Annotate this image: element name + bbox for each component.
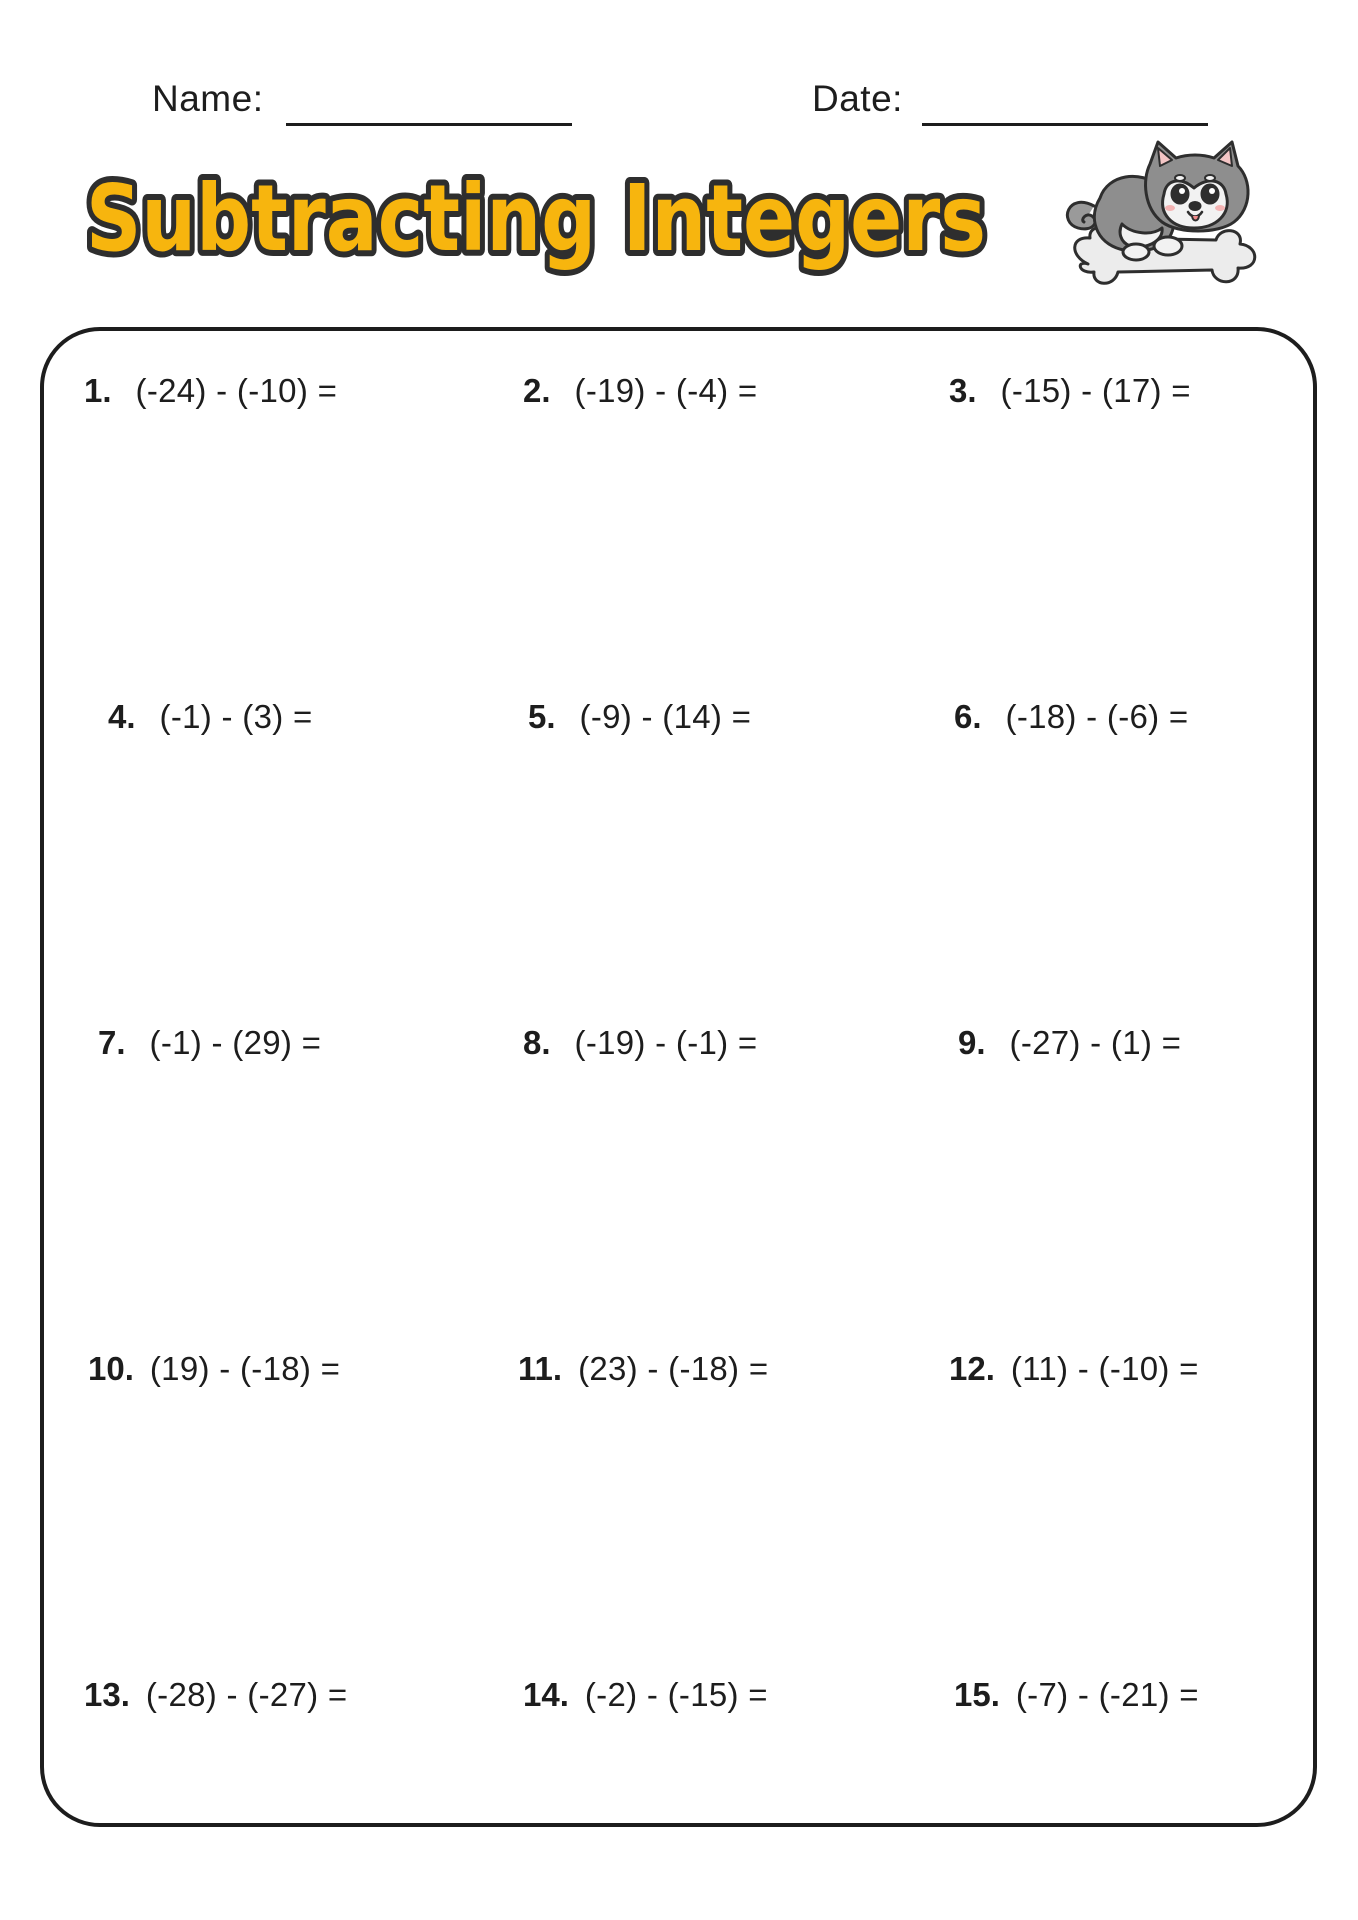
- shiba-dog-on-bone-icon: [1048, 136, 1270, 316]
- problem-7: [98, 1024, 321, 1062]
- problem-13: [84, 1676, 348, 1714]
- problem-expression: (-1) - (3) =: [159, 698, 313, 735]
- problem-expression: (-15) - (17) =: [1000, 372, 1191, 409]
- problems-frame: [40, 327, 1317, 1827]
- problem-12: [949, 1350, 1199, 1388]
- name-field[interactable]: [152, 76, 572, 126]
- problem-expression: (-19) - (-1) =: [574, 1024, 758, 1061]
- problem-expression: (-19) - (-4) =: [574, 372, 758, 409]
- problem-8: [523, 1024, 758, 1062]
- date-answer-line[interactable]: [922, 123, 1208, 126]
- problem-3: [949, 372, 1191, 410]
- problem-number: 8.: [523, 1024, 551, 1061]
- problem-expression: (-24) - (-10) =: [135, 372, 338, 409]
- problem-number: 10.: [88, 1350, 134, 1387]
- problem-expression: (-1) - (29) =: [149, 1024, 322, 1061]
- problem-2: [523, 372, 758, 410]
- problem-number: 1.: [84, 372, 112, 409]
- problem-11: [518, 1350, 768, 1388]
- problem-number: 3.: [949, 372, 977, 409]
- problem-number: 11.: [518, 1350, 563, 1387]
- problem-number: 15.: [954, 1676, 1000, 1713]
- problem-number: 5.: [528, 698, 556, 735]
- problem-expression: (-9) - (14) =: [579, 698, 752, 735]
- problem-number: 12.: [949, 1350, 995, 1387]
- date-field[interactable]: [812, 76, 1212, 126]
- problem-number: 9.: [958, 1024, 986, 1061]
- problem-expression: (23) - (-18) =: [578, 1350, 769, 1387]
- problem-expression: (19) - (-18) =: [149, 1350, 341, 1387]
- problem-15: [954, 1676, 1199, 1714]
- problem-9: [958, 1024, 1181, 1062]
- name-label: Name:: [152, 78, 264, 119]
- problem-number: 2.: [523, 372, 551, 409]
- problem-expression: (11) - (-10) =: [1010, 1350, 1199, 1387]
- problem-6: [954, 698, 1189, 736]
- problem-number: 14.: [523, 1676, 569, 1713]
- problem-5: [528, 698, 751, 736]
- problem-expression: (-2) - (-15) =: [584, 1676, 768, 1713]
- problem-14: [523, 1676, 768, 1714]
- problem-4: [108, 698, 313, 736]
- problem-number: 4.: [108, 698, 136, 735]
- page-title-outline: Subtracting Integers: [86, 165, 986, 272]
- problem-expression: (-28) - (-27) =: [145, 1676, 348, 1713]
- date-label: Date:: [812, 78, 903, 119]
- problem-expression: (-7) - (-21) =: [1015, 1676, 1199, 1713]
- page-title-fill: Subtracting Integers: [86, 165, 986, 272]
- problem-expression: (-18) - (-6) =: [1005, 698, 1189, 735]
- problem-number: 7.: [98, 1024, 126, 1061]
- page-title: [80, 150, 1000, 290]
- page-title-graphic: [80, 150, 1000, 290]
- name-answer-line[interactable]: [286, 123, 572, 126]
- problem-10: [88, 1350, 340, 1388]
- problem-1: [84, 372, 337, 410]
- problem-expression: (-27) - (1) =: [1009, 1024, 1182, 1061]
- problem-number: 6.: [954, 698, 982, 735]
- problem-number: 13.: [84, 1676, 130, 1713]
